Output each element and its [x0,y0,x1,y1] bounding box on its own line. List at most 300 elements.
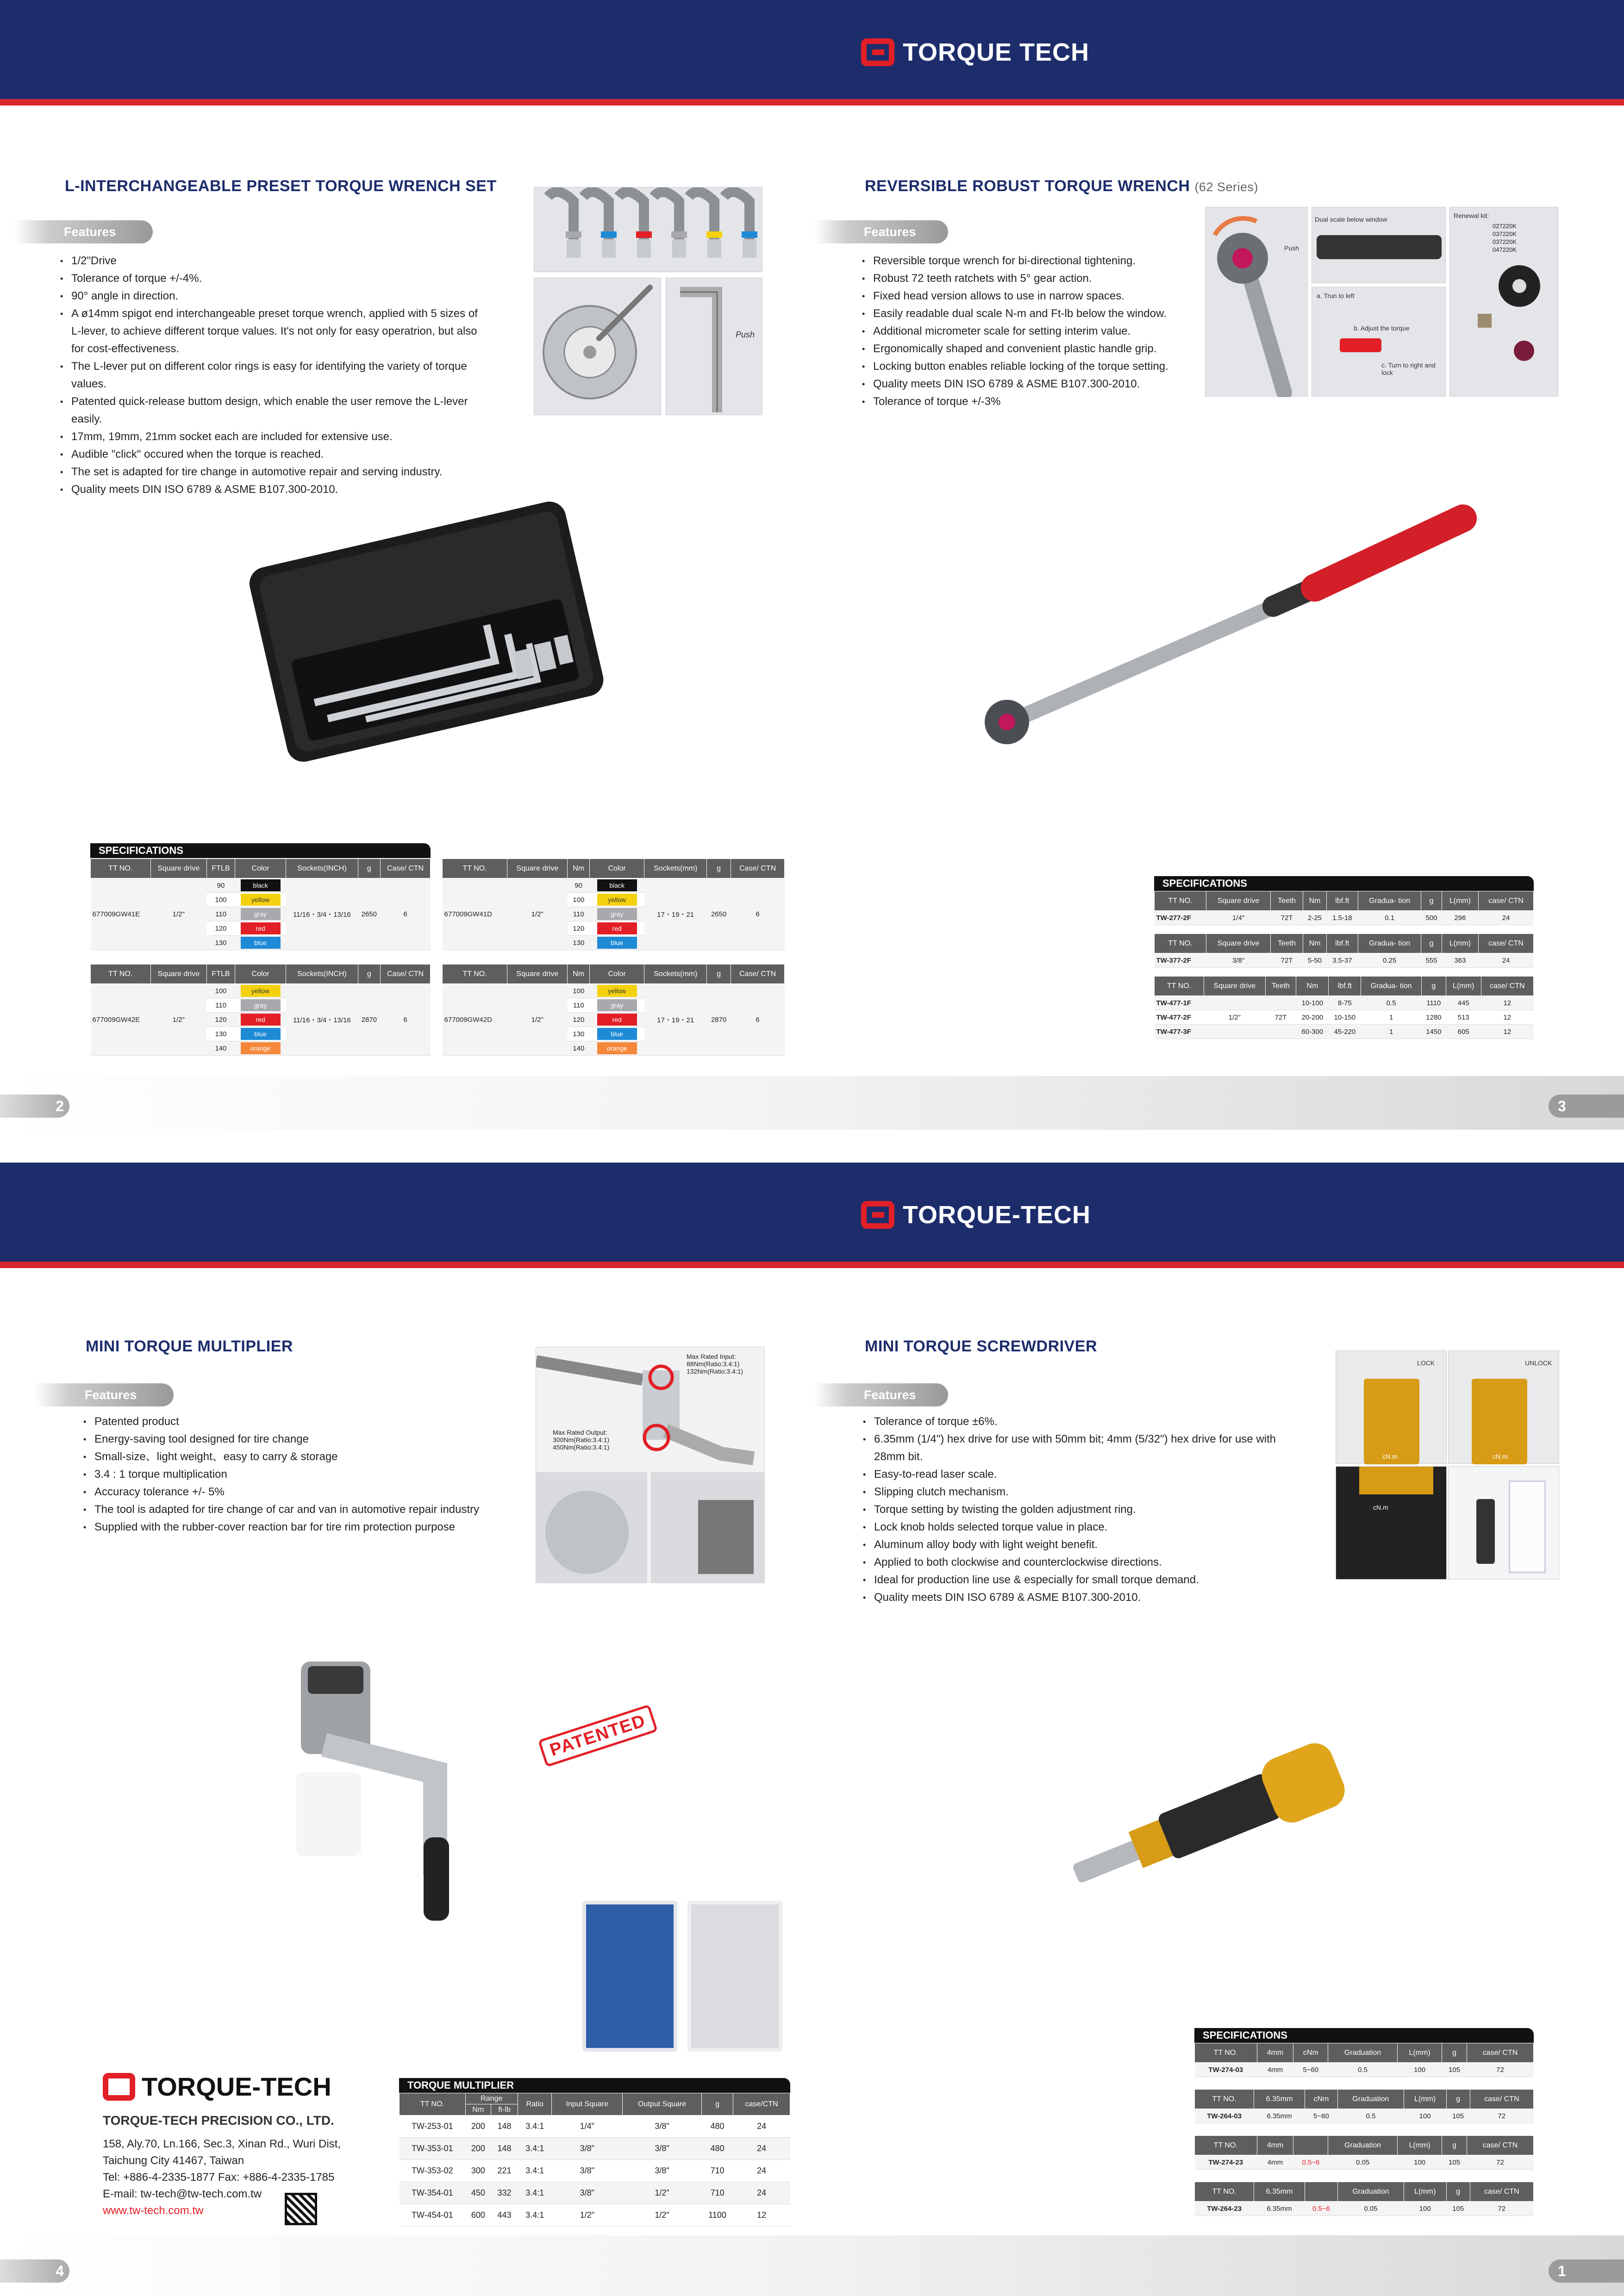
torque-value: 140 [568,1041,590,1056]
weight: 2650 [707,878,731,950]
col-header: L(mm) [1446,977,1481,996]
cell: 24 [1479,911,1534,925]
p1-bullet-item: • 6.35mm (1/4") hex drive for use with 50mm bit; 4mm (5/32") hex drive for use with 28mm bit. [862,1431,1306,1466]
cell: 1100 [702,2204,733,2227]
color-cell [235,1027,286,1041]
torque-value: 100 [206,984,235,998]
color-cell [235,921,286,936]
cell: 72T [1271,953,1303,968]
brand-mark-icon [861,38,894,66]
color-cell [590,984,644,998]
cell: 5~60 [1293,2063,1328,2077]
p1-bullet-item: • Slipping clutch mechanism. [862,1483,1306,1501]
kit-code: 037220K [1493,230,1517,237]
col-header: g [1421,977,1446,996]
col-header: Square drive [1206,891,1271,911]
col-header: Color [590,859,644,878]
cell: 0.5~6 [1293,2155,1328,2170]
col-header: Sockets(mm) [644,859,707,878]
package-photo [1448,1466,1559,1580]
cell: 100 [1397,2063,1442,2077]
renewal-kit-codes [1493,222,1517,254]
cell: 3/8" [623,2138,702,2160]
cell: 200 [465,2116,491,2138]
p4-bullet-item: • 3.4 : 1 torque multiplication [82,1466,508,1483]
color-swatch: gray [597,999,637,1011]
cell: 500 [1421,911,1442,925]
cell: 605 [1446,1025,1481,1039]
col-header: TT NO. [1195,2090,1254,2109]
multiplier-table [399,2093,790,2227]
cell: 0.5 [1328,2063,1398,2077]
p4-bullet-item: • Supplied with the rubber-cover reaction bar for tire rim protection purpose [82,1518,508,1536]
col-header: Teeth [1265,977,1296,996]
bottom-banner [0,1163,1624,1268]
brand-logo-bottom [861,1201,1091,1229]
page3-features-tab: Features [814,220,948,243]
multiplier-diagram [536,1347,764,1583]
max-output-line: 300Nm(Ratio:3.4:1) [553,1436,610,1444]
col-header: case/ CTN [1470,2090,1533,2109]
multiplier-product-photo [278,1652,518,1930]
address-line-1: 158, Aly.70, Ln.166, Sec.3, Xinan Rd., Wuri Dist, [103,2138,341,2150]
cell: 72 [1467,2155,1533,2170]
cell: 0.1 [1358,911,1421,925]
color-swatch: gray [241,908,281,920]
col-header: Nm [568,859,590,878]
cell: 5-50 [1303,953,1327,968]
color-cell [235,1041,286,1056]
cell: 8-75 [1329,996,1361,1010]
package-blue-photo [582,1901,677,2052]
weight: 2870 [707,984,731,1056]
brand-logo-top [861,38,1089,67]
screwdriver-drawing [1046,1703,1370,1911]
clear-box-drawing [1509,1481,1546,1573]
table-row [1155,996,1534,1010]
col-header: TT NO. [1155,977,1204,996]
page4-feature-list [82,1413,508,1536]
col-header: 6.35mm [1254,2090,1305,2109]
col-header: case/ CTN [1479,934,1534,953]
max-output-label [553,1429,609,1451]
cell: 3/8" [552,2160,623,2182]
cell: 148 [491,2116,518,2138]
p2-bullet-item: • 90° angle in direction. [59,287,485,305]
cell: 3.4:1 [518,2138,551,2160]
wrench-spec-table [1154,933,1534,968]
p3-bullet-item: • Ergonomically shaped and convenient plastic handle grip. [861,340,1278,358]
multiplier-product-drawing [278,1652,518,1930]
square-drive: 1/2" [507,984,568,1056]
cell: 105 [1442,2155,1467,2170]
screwdriver-small-drawing [1476,1499,1495,1564]
cell: 72 [1467,2063,1533,2077]
cell: 3.5-37 [1327,953,1358,968]
table-row [1155,1025,1534,1039]
torque-value: 110 [206,907,235,921]
lock-photo [1336,1350,1447,1464]
cell: 450 [465,2182,491,2204]
cell: 480 [702,2116,733,2138]
page2-feature-list [59,252,485,498]
cell: 1110 [1421,996,1446,1010]
torque-value: 110 [568,907,590,921]
cell: 6.35mm [1254,2202,1305,2216]
cell [1265,996,1296,1010]
col-header: g [1446,2182,1470,2202]
p3-bullet-item: • Fixed head version allows to use in narrow spaces. [861,287,1278,305]
dual-scale-label: Dual scale below window [1315,216,1387,223]
table-row [1195,2109,1534,2123]
color-swatch: blue [241,1028,281,1040]
col-header: FTLB [206,859,235,878]
color-swatch: yellow [597,894,637,906]
col-subheader: Nm [465,2104,491,2116]
scale-photo [1336,1466,1447,1580]
page-number-1: 1 [1549,2259,1624,2283]
color-cell [590,998,644,1013]
page-number-4: 4 [0,2259,69,2283]
cell: 0.5 [1337,2109,1404,2123]
page3-spec-tables [1154,891,1534,1047]
p2-bullet-item: • 1/2"Drive [59,252,485,270]
p4-bullet-item: • Small-size、light weight、easy to carry & storage [82,1448,508,1466]
col-header [1293,2136,1328,2155]
wrench-drawing [972,491,1491,815]
torque-value: 100 [568,984,590,998]
gold-ring-drawing-2 [1472,1379,1527,1464]
page2-spec-header: SPECIFICATIONS [90,843,431,858]
gold-ring-drawing [1364,1379,1419,1464]
p1-bullet-item: • Easy-to-read laser scale. [862,1466,1306,1483]
cell [1204,996,1265,1010]
cell: TW-264-03 [1195,2109,1254,2123]
p3-bullet-item: • Quality meets DIN ISO 6789 & ASME B107.300-2010. [861,375,1278,393]
cell: 12 [1481,996,1533,1010]
color-swatch: black [241,879,281,891]
col-header: g [707,964,731,984]
col-header: case/CTN [733,2093,790,2116]
cell: 332 [491,2182,518,2204]
cell: 72T [1265,1010,1296,1025]
quick-release-photo [666,278,762,415]
col-header: L(mm) [1404,2090,1446,2109]
col-header: g [1421,891,1442,911]
table-row [443,878,785,893]
col-header: Range [465,2093,518,2104]
kit-code: 027220K [1493,223,1517,230]
cell: 1/2" [623,2204,702,2227]
spec-table-42E [90,964,431,1056]
p3-bullet-item: • Reversible torque wrench for bi-directional tightening. [861,252,1278,270]
cell: 555 [1421,953,1442,968]
p4-bullet-item: • Patented product [82,1413,508,1431]
qr-code-icon [285,2193,317,2225]
cnm-label-1: cN.m [1382,1453,1398,1460]
cell: 60-300 [1296,1025,1329,1039]
col-header: L(mm) [1442,891,1478,911]
p2-bullet-item: • The L-lever put on different color rings is easy for identifying the variety of torque values. [59,358,485,393]
page3-title [865,177,1258,195]
p2-bullet-item: • Quality meets DIN ISO 6789 & ASME B107.300-2010. [59,481,485,498]
col-header: 4mm [1257,2136,1293,2155]
col-header: Square drive [1206,934,1271,953]
col-header: Square drive [507,964,568,984]
p1-bullet-item: • Lock knob holds selected torque value in place. [862,1518,1306,1536]
brand-mark-icon-2 [861,1201,894,1229]
cell: 1/2" [552,2204,623,2227]
cell: 10-150 [1329,1010,1361,1025]
p1-bullet-item: • Aluminum alloy body with light weight benefit. [862,1536,1306,1554]
cell: 3.4:1 [518,2116,551,2138]
table-row [1155,911,1534,925]
cell: TW-264-23 [1195,2202,1254,2216]
push-label-3: Push [1284,244,1299,252]
col-header: Sockets(INCH) [286,964,358,984]
cell: 3/8" [552,2138,623,2160]
p3-bullet-item: • Robust 72 teeth ratchets with 5° gear action. [861,270,1278,287]
col-header: case/ CTN [1479,891,1534,911]
cell: 1/2" [623,2182,702,2204]
tire-illustration [534,278,662,416]
cell: 221 [491,2160,518,2182]
color-swatch: gray [241,999,281,1011]
cell: 72T [1271,911,1303,925]
torque-value: 110 [568,998,590,1013]
email: E-mail: tw-tech@tw-tech.com.tw [103,2188,262,2200]
torque-value: 100 [568,893,590,907]
torque-value: 130 [206,1027,235,1041]
cell: TW-353-01 [400,2138,466,2160]
cell: 3.4:1 [518,2204,551,2227]
p1-bullet-item: • Applied to both clockwise and counterclockwise directions. [862,1554,1306,1571]
spec-table-41D [442,859,785,950]
col-header: Color [235,859,286,878]
brand-name-2: TORQUE-TECH [903,1201,1091,1229]
page1-feature-list [862,1413,1306,1606]
col-header: Graduation [1337,2090,1404,2109]
p3-bullet-item: • Easily readable dual scale N-m and Ft-lb below the window. [861,305,1278,323]
col-header: Case/ CTN [381,859,431,878]
step-b-label: b. Adjust the torque [1354,324,1410,332]
torque-value: 140 [206,1041,235,1056]
kit-code: 037220K [1493,238,1517,245]
reversible-head-photo [1205,207,1308,397]
page1-title: MINI TORQUE SCREWDRIVER [865,1338,1098,1355]
color-cell [235,893,286,907]
cnm-label-2: cN.m [1493,1453,1508,1460]
p3-bullet-item: • Additional micrometer scale for setting interim value. [861,323,1278,340]
page1-features-tab: Features [814,1383,948,1406]
handle-window-drawing [1317,235,1442,259]
col-header: g [707,859,731,878]
cell: 12 [1481,1025,1533,1039]
cell: 105 [1446,2202,1470,2216]
cell: 24 [733,2182,790,2204]
cell: 3/8" [552,2182,623,2204]
cnm-label-3: cN.m [1373,1504,1388,1511]
page1-spec-header: SPECIFICATIONS [1194,2028,1534,2043]
col-header: TT NO. [91,964,151,984]
col-header: Color [235,964,286,984]
cell: 100 [1404,2202,1446,2216]
cell: 3/8" [1206,953,1271,968]
spec-table-42D [442,964,785,1056]
tt-no: 677009GW41E [91,878,151,950]
color-swatch: yellow [241,894,281,906]
reversible-wrench-photo [972,491,1491,815]
col-header: Case/ CTN [731,964,785,984]
cell: TW-377-2F [1155,953,1206,968]
color-swatch: red [241,922,281,934]
cell: 710 [702,2160,733,2182]
col-header: Nm [1303,891,1327,911]
cell: 72 [1470,2109,1533,2123]
cell: 100 [1404,2109,1446,2123]
screwdriver-spec-table [1194,2135,1534,2170]
case-ctn: 6 [731,984,785,1056]
p1-bullet-item: • Tolerance of torque ±6%. [862,1413,1306,1431]
cell: 1 [1361,1025,1421,1039]
torque-value: 120 [206,1013,235,1027]
l-lever-color-rings-photo [534,187,762,272]
cell: 0.5 [1361,996,1421,1010]
torque-value: 110 [206,998,235,1013]
col-header: TT NO. [1195,2043,1257,2063]
p4-bullet-item: • Energy-saving tool designed for tire change [82,1431,508,1448]
col-header: 6.35mm [1254,2182,1305,2202]
lock-label: LOCK [1417,1359,1435,1367]
sockets: 11/16・3/4・13/16 [286,878,358,950]
cell: 10-100 [1296,996,1329,1010]
col-header: g [1446,2090,1470,2109]
col-header [1305,2182,1337,2202]
torque-value: 100 [206,893,235,907]
l-lever-drawing [666,278,763,416]
table-row [1155,953,1534,968]
p2-bullet-item: • Patented quick-release buttom design, which enable the user remove the L-lever easily. [59,393,485,428]
page-2-3-footer-bar [0,1076,1624,1130]
col-header: L(mm) [1397,2043,1442,2063]
square-drive: 1/2" [150,878,206,950]
color-swatch: yellow [597,985,637,997]
cell: 1.5-18 [1327,911,1358,925]
page-number-3: 3 [1549,1095,1624,1118]
cell: 443 [491,2204,518,2227]
col-header: TT NO. [443,964,507,984]
col-header: cNm [1305,2090,1337,2109]
cell: 0.05 [1338,2202,1404,2216]
cell: 1/4" [552,2116,623,2138]
phone-fax: Tel: +886-4-2335-1877 Fax: +886-4-2335-1785 [103,2171,335,2184]
page4-title: MINI TORQUE MULTIPLIER [86,1338,293,1355]
color-cell [235,936,286,950]
table-row [1155,1010,1534,1025]
sockets: 17・19・21 [644,984,707,1056]
col-header: Square drive [507,859,568,878]
max-input-line: 132Nm(Ratio:3.4:1) [687,1368,743,1375]
color-cell [235,878,286,893]
cell: TW-477-3F [1155,1025,1204,1039]
screwdriver-spec-table [1194,2089,1534,2123]
page4-spec-header: TORQUE MULTIPLIER [399,2078,790,2093]
renewal-kit-label: Renewal kit: [1454,212,1489,219]
color-cell [590,936,644,950]
p2-bullet-item: • The set is adapted for tire change in automotive repair and serving industry. [59,463,485,481]
cell: 1/2" [1204,1010,1265,1025]
col-header: g [358,964,380,984]
col-header: Gradua- tion [1358,891,1421,911]
weight: 2870 [358,984,380,1056]
col-header: TT NO. [1195,2182,1254,2202]
col-header: Case/ CTN [731,859,785,878]
col-header: Ratio [518,2093,551,2116]
color-cell [235,1013,286,1027]
color-cell [590,878,644,893]
renewal-kit-photo [1449,207,1558,397]
cell: 480 [702,2138,733,2160]
company-mark-icon [103,2073,135,2101]
cell: 5~60 [1305,2109,1337,2123]
color-swatch: red [597,922,637,934]
color-cell [590,1027,644,1041]
cell: 100 [1398,2155,1442,2170]
case-ctn: 6 [731,878,785,950]
col-header: L(mm) [1404,2182,1446,2202]
col-header: 4mm [1257,2043,1293,2063]
unlock-label: UNLOCK [1525,1359,1552,1367]
p3-bullet-item: • Locking button enables reliable locking of the torque setting. [861,358,1278,375]
company-logo [103,2072,331,2102]
cell: 105 [1442,2063,1467,2077]
max-input-line: 88Nm(Ratio:3.4:1) [687,1360,740,1368]
step-c-label: c. Turn to right and lock [1381,361,1436,376]
spec-table-41E [90,859,431,950]
cell: 24 [733,2138,790,2160]
kit-code: 047220K [1493,246,1517,253]
col-header: g [1421,934,1442,953]
cell: TW-274-23 [1195,2155,1257,2170]
col-header: Output Square [623,2093,702,2116]
cell: TW-454-01 [400,2204,466,2227]
color-swatch: yellow [241,985,281,997]
col-header: Color [590,964,644,984]
color-swatch: blue [597,937,637,949]
step-a-label: a. Trun to left [1317,292,1355,299]
col-header: L(mm) [1442,934,1478,953]
square-drive: 1/2" [507,878,568,950]
weight: 2650 [358,878,380,950]
cell: 24 [1479,953,1534,968]
brand-name: TORQUE TECH [903,38,1090,66]
website-link[interactable]: www.tw-tech.com.tw [103,2204,204,2217]
p1-bullet-item: • Torque setting by twisting the golden adjustment ring. [862,1501,1306,1518]
cell: 300 [465,2160,491,2182]
torque-value: 90 [568,878,590,893]
cell: 600 [465,2204,491,2227]
cell: 3.4:1 [518,2182,551,2204]
p2-bullet-item: • Audible "click" occured when the torque is reached. [59,446,485,463]
col-header: Graduation [1328,2136,1398,2155]
p4-bullet-item: • Accuracy tolerance +/- 5% [82,1483,508,1501]
col-header: cNm [1293,2043,1328,2063]
cell: 3/8" [623,2160,702,2182]
col-header: Teeth [1271,934,1303,953]
color-swatch: blue [241,937,281,949]
table-row [1195,2202,1534,2216]
case-ctn: 6 [381,878,431,950]
